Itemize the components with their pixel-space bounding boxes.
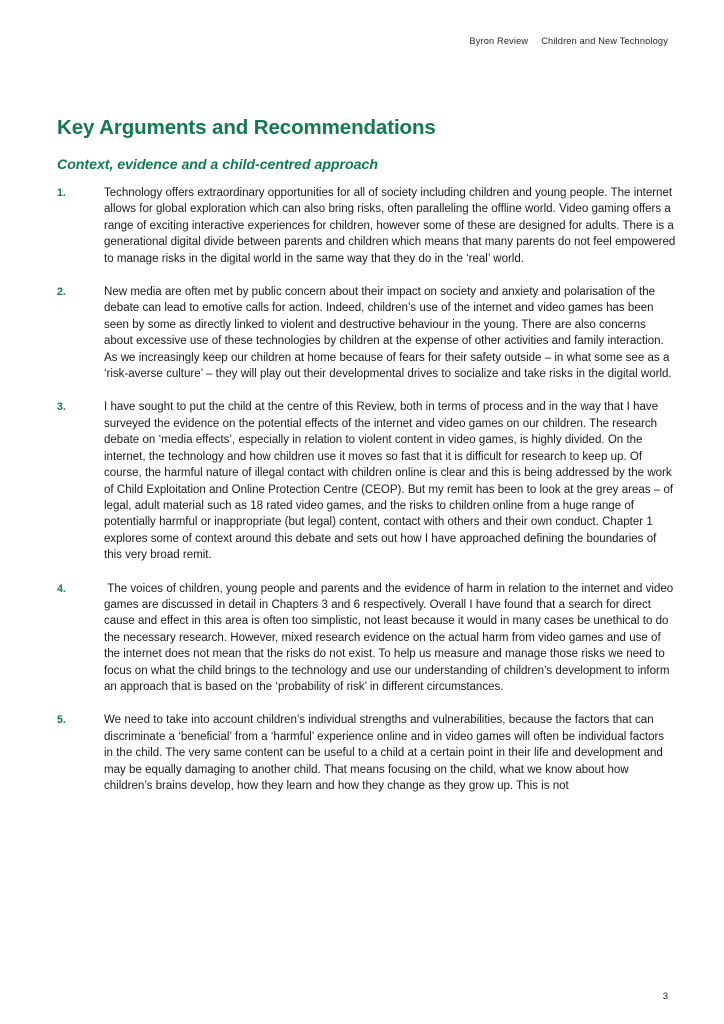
- list-item-number: 4.: [57, 582, 66, 595]
- list-item-number: 3.: [57, 401, 66, 414]
- list-item: [57, 185, 679, 267]
- list-item-number: 5.: [57, 714, 66, 727]
- list-item-text: I have sought to put the child at the centre of this Review, both in terms of process and in the way that I have surveyed the evidence on the potential effects of the internet and video games on our children. The research debate on ‘media effects’, especially in relation to violent content in video games, is highly divided. On the internet, the technology and how children use it moves so fast that it is difficult for research to keep up. Of course, the harmful nature of illegal contact with children online is clear and this is being addressed by the work of Child Exploitation and Online Protection Centre (CEOP). But my remit has been to look at the grey areas – of legal, adult material such as 18 rated video games, and the risks to children online from a huge range of potentially harmful or inappropriate (but legal) content, contact with others and their own conduct. Chapter 1 explores some of context around this debate and sets out how I have approached defining the boundaries of this very broad remit.: [104, 401, 677, 562]
- list-item-text: Technology offers extraordinary opportunities for all of society including children and young people. The internet allows for global exploration which can also bring risks, often paralleling the offline world. Video gaming offers a range of exciting interactive experiences for children, however some of these are designed for adults. There is a generational digital divide between parents and children which means that many parents do not feel empowered to manage risks in the digital world in the same way that they do in the ‘real’ world.: [104, 187, 679, 265]
- numbered-paragraph-list: [57, 185, 679, 794]
- running-header-right: Children and New Technology: [541, 36, 668, 46]
- list-item-text: New media are often met by public concern about their impact on society and anxiety and polarisation of the debate can lead to emotive calls for action. Indeed, children’s use of the internet and video games has been seen by some as directly linked to violent and destructive behaviour in the young. There are also concerns about excessive use of these technologies by children at the expense of other activities and family interaction. As we increasingly keep our children at home because of fears for their safety outside – in what some see as a ‘risk-averse culture’ – they will play out their developmental drives to socialize and take risks in the digital world.: [104, 286, 673, 381]
- list-item: [57, 284, 676, 382]
- list-item-number: 2.: [57, 286, 66, 299]
- list-item-text: We need to take into account children’s individual strengths and vulnerabilities, because the factors that can discriminate a ‘beneficial’ from a ‘harmful’ experience online and in video games will often be individual factors in the child. The very same content can be useful to a child at a certain point in their life and development and may be equally damaging to another child. That means focusing on the child, what we know about how children’s brains develop, how they learn and how they change as they grow up. This is not: [104, 714, 668, 792]
- list-item: [57, 581, 676, 696]
- running-header-left: Byron Review: [469, 36, 529, 46]
- list-item-number: 1.: [57, 187, 66, 199]
- page-title: Key Arguments and Recommendations: [57, 116, 436, 139]
- page-number: 3: [662, 991, 668, 1002]
- list-item-text: The voices of children, young people and parents and the evidence of harm in relation to the internet and video games are discussed in detail in Chapters 3 and 6 respectively. Overall I have found that a search for direct cause and effect in this area is often too simplistic, not least because it would in many cases be unethical to do the necessary research. However, mixed research evidence on the actual harm from video games and use of the internet does not mean that the risks do not exist. To help us measure and manage those risks we need to focus on what the child brings to the technology and use our understanding of children’s development to inform an approach that is based on the ‘probability of risk’ in different circumstances.: [104, 582, 677, 693]
- running-header: [469, 36, 668, 46]
- page-subtitle: Context, evidence and a child-centred approach: [57, 157, 378, 173]
- list-item: [57, 399, 676, 563]
- list-item: [57, 712, 676, 794]
